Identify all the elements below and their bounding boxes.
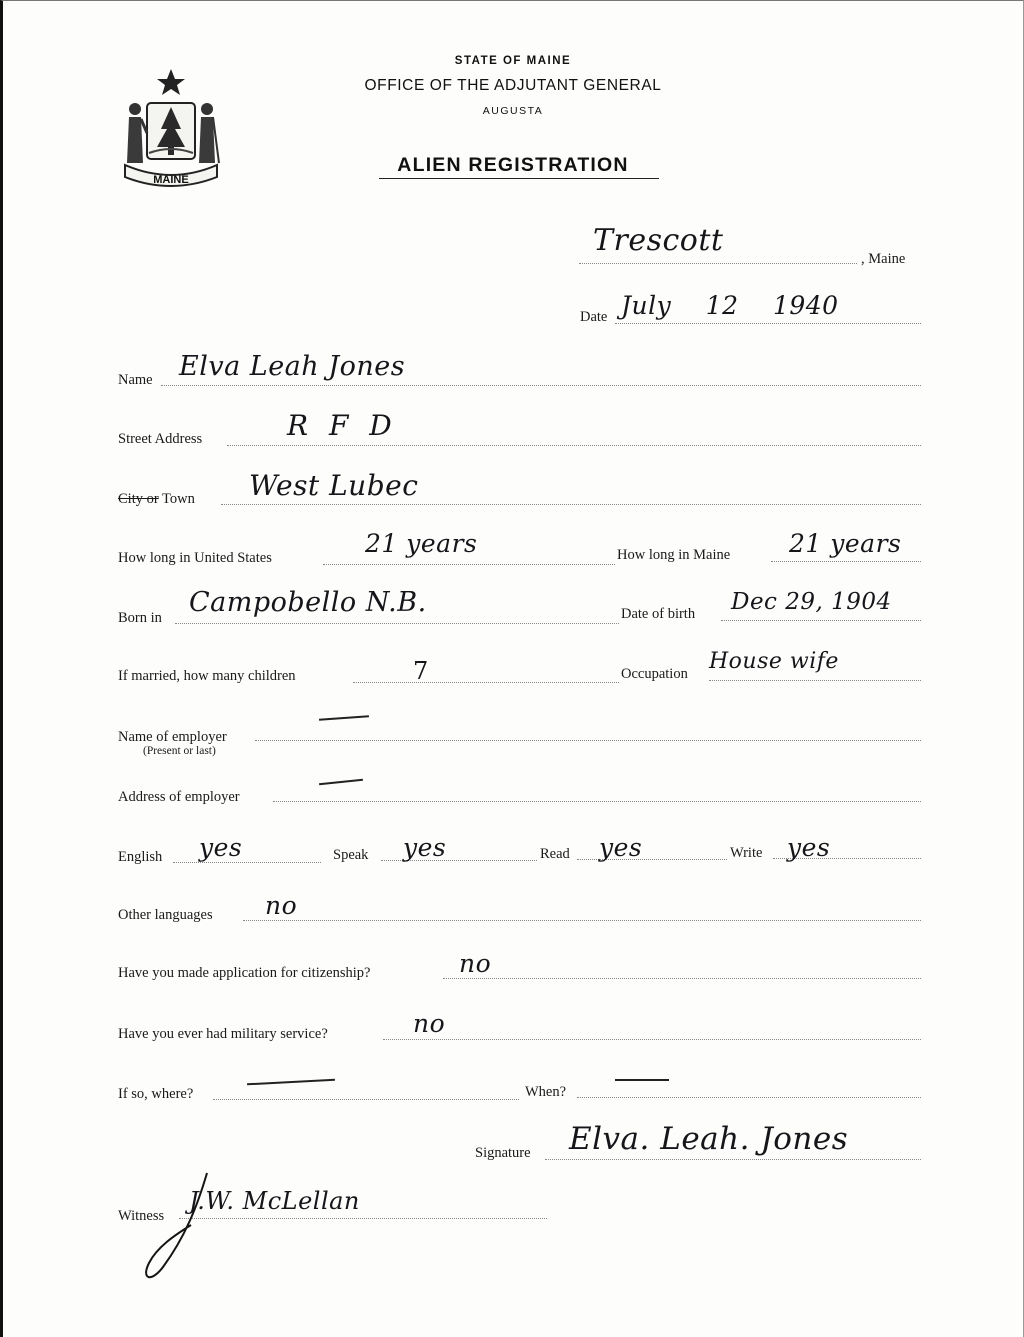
when-line [577, 1097, 921, 1098]
how-long-maine-value: 21 years [789, 529, 902, 558]
write-value: yes [787, 833, 831, 862]
where-dash [247, 1079, 335, 1086]
read-value: yes [599, 833, 643, 862]
employer-name-note: (Present or last) [143, 745, 216, 757]
read-label: Read [540, 846, 570, 862]
other-languages-label: Other languages [118, 907, 213, 923]
when-label: When? [525, 1084, 567, 1100]
employer-name-dash [319, 715, 369, 720]
name-label: Name [118, 372, 153, 388]
military-line [383, 1039, 921, 1040]
other-languages-line [243, 920, 921, 921]
header-office: OFFICE OF THE ADJUTANT GENERAL [364, 77, 662, 94]
children-label: If married, how many children [118, 668, 296, 684]
city-struck-label: City or [118, 491, 159, 507]
how-long-maine-line [771, 561, 921, 562]
signature-label: Signature [475, 1145, 531, 1161]
citizenship-value: no [459, 949, 492, 978]
seal-banner-text: MAINE [153, 174, 189, 186]
speak-value: yes [403, 833, 447, 862]
born-in-value: Campobello N.B. [189, 587, 427, 618]
military-label: Have you ever had military service? [118, 1026, 328, 1042]
english-line [173, 862, 321, 863]
if-so-where-line [213, 1099, 519, 1100]
date-of-birth-value: Dec 29, 1904 [731, 589, 892, 615]
when-dash [615, 1079, 669, 1081]
citizenship-label: Have you made application for citizenship? [118, 965, 371, 981]
children-value: 7 [413, 657, 429, 685]
signature-value: Elva. Leah. Jones [569, 1121, 849, 1157]
street-address-label: Street Address [118, 431, 203, 447]
town-word-label: Town [158, 491, 195, 507]
born-in-line [175, 623, 619, 624]
date-label: Date [580, 309, 608, 325]
if-so-where-label: If so, where? [118, 1086, 194, 1102]
title-underline [379, 178, 659, 179]
town-label [118, 491, 195, 508]
military-value: no [413, 1009, 446, 1038]
how-long-us-label: How long in United States [118, 550, 272, 566]
employer-address-dash [319, 779, 363, 786]
town-header-line [579, 263, 857, 264]
employer-name-label: Name of employer [118, 729, 227, 745]
date-of-birth-line [721, 620, 921, 621]
street-address-value: R F D [287, 409, 398, 442]
occupation-value: House wife [709, 649, 839, 674]
occupation-line [709, 680, 921, 681]
header-state: STATE OF MAINE [454, 55, 572, 67]
children-line [353, 682, 619, 683]
maine-state-seal [119, 67, 223, 195]
witness-value: J.W. McLellan [189, 1187, 360, 1215]
signature-line [545, 1159, 921, 1160]
name-line [161, 385, 921, 386]
street-address-line [227, 445, 921, 446]
employer-address-label: Address of employer [118, 789, 240, 805]
occupation-label: Occupation [621, 666, 688, 682]
maine-suffix-label: , Maine [861, 251, 906, 267]
date-line [615, 323, 921, 324]
town-line [221, 504, 921, 505]
english-value: yes [199, 833, 243, 862]
form-title: ALIEN REGISTRATION [397, 154, 629, 176]
employer-name-line [255, 740, 921, 741]
speak-label: Speak [333, 847, 369, 863]
how-long-maine-label: How long in Maine [617, 547, 731, 563]
town-value: West Lubec [249, 469, 419, 502]
how-long-us-line [323, 564, 615, 565]
witness-signature-stroke [135, 1167, 225, 1287]
other-languages-value: no [265, 891, 298, 920]
citizenship-line [443, 978, 921, 979]
witness-line [179, 1218, 547, 1219]
witness-label: Witness [118, 1208, 165, 1224]
write-label: Write [730, 845, 763, 861]
born-in-label: Born in [118, 610, 162, 626]
town-header-value: Trescott [593, 223, 724, 258]
header-city: AUGUSTA [482, 105, 544, 117]
english-label: English [118, 849, 163, 865]
date-of-birth-label: Date of birth [621, 606, 696, 622]
employer-address-line [273, 801, 921, 802]
how-long-us-value: 21 years [365, 529, 478, 558]
date-value: July 12 1940 [621, 291, 839, 320]
name-value: Elva Leah Jones [179, 351, 406, 382]
